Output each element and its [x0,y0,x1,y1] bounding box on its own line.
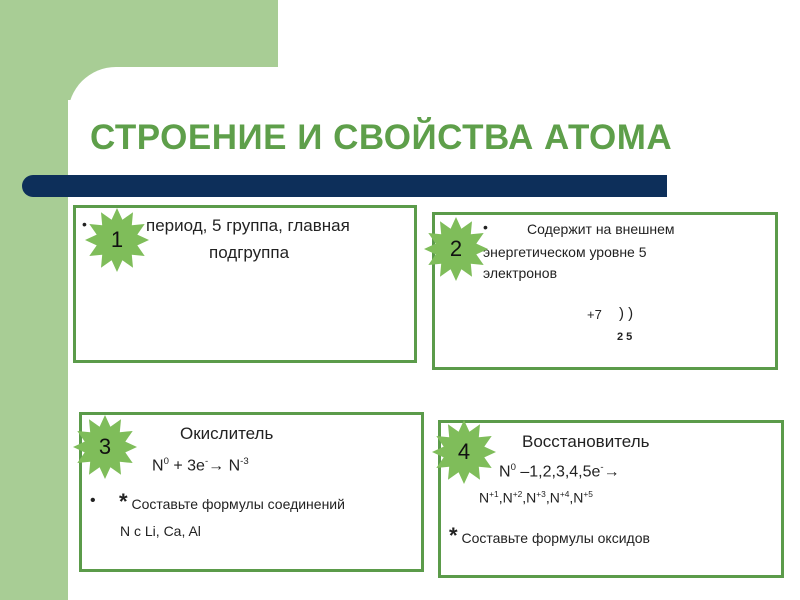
slide-title: СТРОЕНИЕ И СВОЙСТВА АТОМА [90,118,673,157]
card-3-heading: Окислитель [180,424,274,443]
card-2-line1: Содержит на внешнем [527,221,675,237]
card-2-line3: электронов [483,265,558,281]
bullet: • [82,216,87,232]
star-badge-4 [431,419,497,485]
card-4-heading: Восстановитель [522,432,650,451]
card-number: 1 [110,227,124,252]
card-number: 3 [98,434,112,459]
card-1-line2: подгруппа [209,243,290,262]
oxidation-equation: $N^0 + 3e^-\to N^{-3}$ [152,456,249,475]
shell-electron-counts: 2 5 [617,331,633,343]
card-2-line2: энергетическом уровне 5 [483,244,647,260]
star-badge-3 [72,414,138,480]
card-3-task-line2: N с Li, Ca, Al [120,523,201,539]
title-underline-bar [22,175,667,197]
card-number: 4 [457,439,471,464]
reduction-equation: $N^0$ –1,2,3,4,5e-→ [499,462,620,481]
star-badge-1 [84,207,150,273]
card-number: 2 [449,236,463,261]
oxidation-states: $N^{+1},N^{+2},N^{+3},N^{+4},N^{+5}$ [479,489,593,506]
bullet: • [90,492,96,509]
background-green-left [0,0,68,600]
card-3-task: * Составьте формулы соединений [119,489,345,514]
card-1-line1: период, 5 группа, главная [146,216,350,235]
atom-charge: +7 [587,307,602,322]
star-badge-2 [423,216,489,282]
electron-shells: ) ) [619,305,634,322]
bullet: • [483,219,488,235]
card-4-task: * Составьте формулы оксидов [449,523,650,548]
